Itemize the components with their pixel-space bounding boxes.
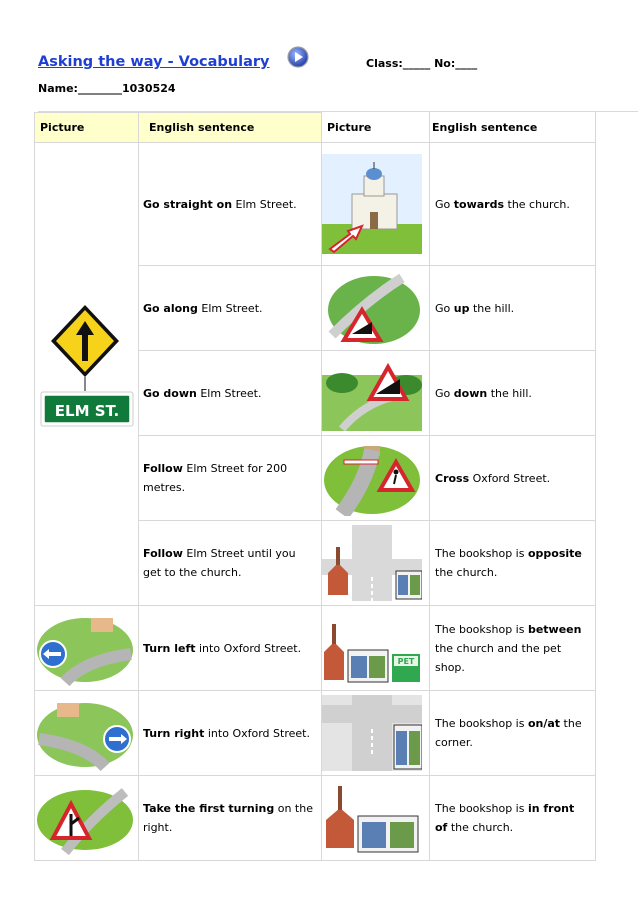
play-audio-button[interactable]	[287, 46, 309, 68]
header-picture: Picture	[35, 113, 139, 143]
sentence-go-up: Go up the hill.	[430, 266, 596, 351]
bookshop-between-icon	[322, 610, 422, 686]
sentence-follow-church: Follow Elm Street until you get to the church.	[139, 521, 322, 606]
sentence-turn-left: Turn left into Oxford Street.	[139, 606, 322, 691]
first-turning-sign-icon	[35, 780, 135, 856]
church-towards-icon	[322, 154, 422, 254]
cross-street-picture	[322, 436, 430, 521]
header-english-sentence: English sentence	[139, 113, 322, 143]
bookshop-in-front-icon	[322, 780, 422, 856]
straight-sign-picture	[35, 143, 139, 606]
bookshop-between-picture	[322, 606, 430, 691]
table-header-row	[35, 113, 596, 143]
bookshop-corner-picture	[322, 691, 430, 776]
svg-text:ELM ST.: ELM ST.	[54, 402, 119, 420]
table-row	[35, 691, 596, 776]
class-number-field: Class:_____ No:____	[366, 57, 478, 70]
hill-up-picture	[322, 266, 430, 351]
header-english-sentence-2: English sentence	[430, 113, 596, 143]
sentence-straight-on: Go straight on Elm Street.	[139, 143, 322, 266]
table-row	[35, 606, 596, 691]
elm-street-sign-icon	[41, 392, 133, 426]
table-row	[35, 143, 596, 266]
turn-right-sign-icon	[35, 695, 135, 771]
vocabulary-table	[34, 112, 596, 861]
sentence-go-down-hill: Go down the hill.	[430, 351, 596, 436]
sentence-first-turning: Take the first turning on the right.	[139, 776, 322, 861]
hill-up-icon	[322, 270, 422, 346]
straight-arrow-sign-icon	[51, 305, 119, 391]
bookshop-corner-icon	[322, 695, 422, 771]
sentence-turn-right: Turn right into Oxford Street.	[139, 691, 322, 776]
student-name-field: Name:________1030524	[38, 82, 176, 95]
turn-right-picture	[35, 691, 139, 776]
hill-down-icon	[322, 355, 422, 431]
first-turning-picture	[35, 776, 139, 861]
svg-text:PET: PET	[397, 657, 415, 666]
bookshop-in-front-picture	[322, 776, 430, 861]
header-picture-2: Picture	[322, 113, 430, 143]
sentence-on-at: The bookshop is on/at the corner.	[430, 691, 596, 776]
church-towards-picture	[322, 143, 430, 266]
turn-left-picture	[35, 606, 139, 691]
turn-left-sign-icon	[35, 610, 135, 686]
pedestrian-crossing-icon	[322, 440, 422, 516]
hill-down-picture	[322, 351, 430, 436]
page-title: Asking the way - Vocabulary	[38, 54, 270, 70]
sentence-cross: Cross Oxford Street.	[430, 436, 596, 521]
play-icon	[287, 46, 309, 68]
sentence-go-down: Go down Elm Street.	[139, 351, 322, 436]
sentence-in-front: The bookshop is in front of the church.	[430, 776, 596, 861]
table-row	[35, 776, 596, 861]
bookshop-opposite-icon	[322, 525, 422, 601]
sentence-go-along: Go along Elm Street.	[139, 266, 322, 351]
sentence-follow-200: Follow Elm Street for 200 metres.	[139, 436, 322, 521]
sentence-between: The bookshop is between the church and the pet shop.	[430, 606, 596, 691]
sentence-opposite: The bookshop is opposite the church.	[430, 521, 596, 606]
sentence-towards: Go towards the church.	[430, 143, 596, 266]
bookshop-opposite-picture	[322, 521, 430, 606]
